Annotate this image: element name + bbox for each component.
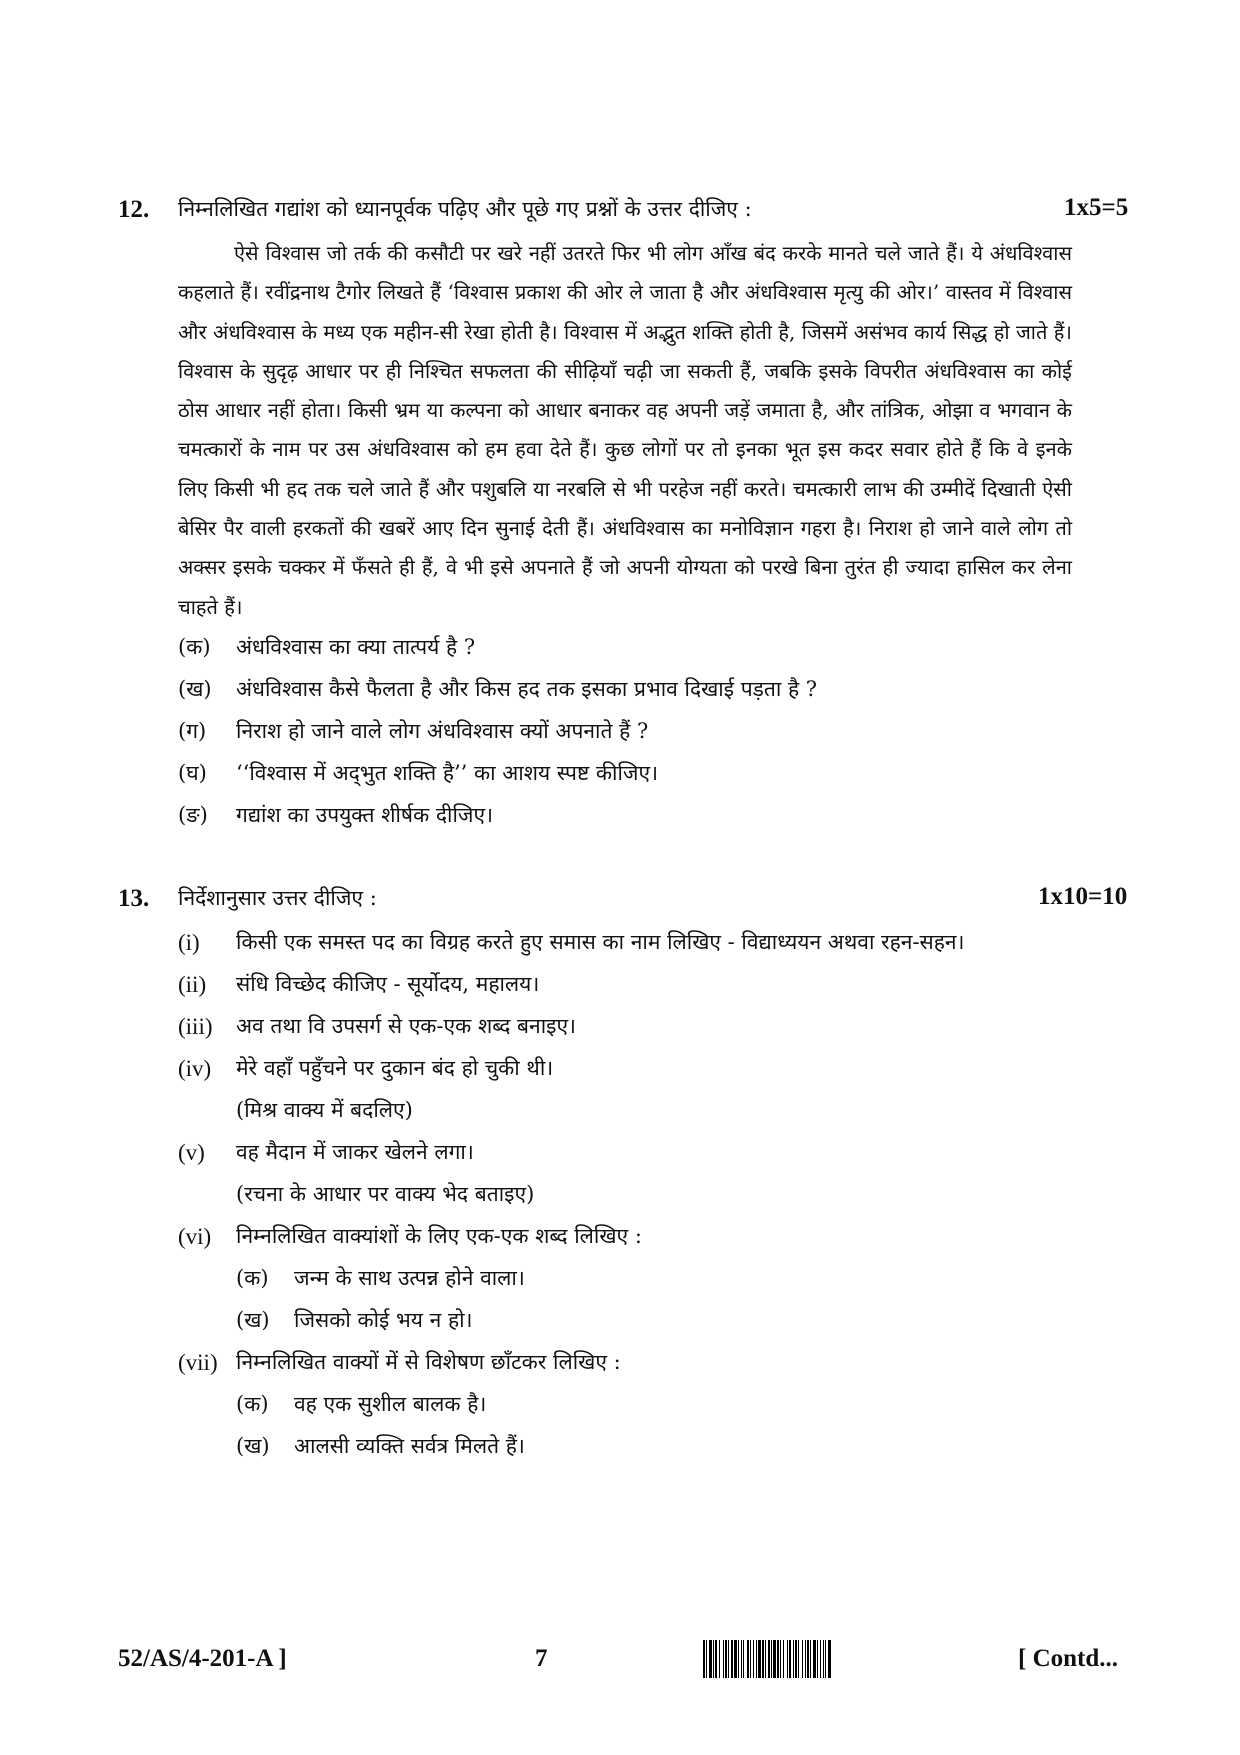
sub-item-label: (ख) <box>236 1308 270 1332</box>
question-13-instruction: निर्देशानुसार उत्तर दीजिए : <box>178 886 377 910</box>
question-number-13: 13. <box>118 885 150 912</box>
item-label: (iii) <box>178 1014 213 1039</box>
q12-option-text: गद्यांश का उपयुक्त शीर्षक दीजिए। <box>236 803 494 827</box>
sub-item-label: (ख) <box>236 1434 270 1458</box>
sub-item-text: जिसको कोई भय न हो। <box>294 1308 473 1332</box>
item-text: वह मैदान में जाकर खेलने लगा। <box>236 1140 474 1164</box>
item-text: किसी एक समस्त पद का विग्रह करते हुए समास का नाम लिखिए - विद्याध्ययन अथवा रहन-सहन। <box>236 930 965 954</box>
question-12-instruction: निम्नलिखित गद्यांश को ध्यानपूर्वक पढ़िए और पूछे गए प्रश्नों के उत्तर दीजिए : <box>178 197 752 221</box>
sub-item-text: आलसी व्यक्ति सर्वत्र मिलते हैं। <box>294 1434 525 1458</box>
item-text: अव तथा वि उपसर्ग से एक-एक शब्द बनाइए। <box>236 1014 577 1038</box>
item-note: (रचना के आधार पर वाक्य भेद बताइए) <box>236 1182 535 1206</box>
item-text: संधि विच्छेद कीजिए - सूर्योदय, महालय। <box>236 972 540 996</box>
q12-option-label: (ख) <box>178 677 212 701</box>
item-text: मेरे वहाँ पहुँचने पर दुकान बंद हो चुकी थी। <box>236 1056 554 1080</box>
item-text: निम्नलिखित वाक्यांशों के लिए एक-एक शब्द लिखिए : <box>236 1224 642 1248</box>
question-12-marks: 1x5=5 <box>1064 194 1129 221</box>
sub-item-label: (क) <box>236 1266 269 1290</box>
item-label: (v) <box>178 1140 205 1165</box>
item-note: (मिश्र वाक्य में बदलिए) <box>236 1098 413 1122</box>
sub-item-text: जन्म के साथ उत्पन्न होने वाला। <box>294 1266 525 1290</box>
paper-code: 52/AS/4-201-A ] <box>118 1645 287 1672</box>
item-text: निम्नलिखित वाक्यों में से विशेषण छाँटकर लिखिए : <box>236 1350 621 1374</box>
contd-label: [ Contd... <box>1018 1645 1119 1672</box>
question-number-12: 12. <box>118 196 150 223</box>
q12-option-label: (ग) <box>178 719 207 743</box>
sub-item-label: (क) <box>236 1392 269 1416</box>
barcode-image <box>703 1640 1006 1678</box>
q12-option-label: (क) <box>178 635 211 659</box>
item-label: (vi) <box>178 1224 212 1249</box>
page-number: 7 <box>535 1645 548 1672</box>
q12-option-text: अंधविश्वास कैसे फैलता है और किस हद तक इसका प्रभाव दिखाई पड़ता है ? <box>236 677 818 701</box>
passage: ऐसे विश्वास जो तर्क की कसौटी पर खरे नहीं उतरते फिर भी लोग आँख बंद करके मानते चले जाते हैं। ये अंधविश्वास कहलाते हैं। रवींद्रनाथ टैगोर लिखते हैं ‘विश्वास प्रकाश की ओर ले जाता है और अंधविश्वास मृत्यु की ओर।’ वास्तव में विश्वास और अंधविश्वास के मध्य एक महीन-सी रेखा होती है। विश्वास में अद्भुत शक्ति होती है, जिसमें असंभव कार्य सिद्ध हो जाते हैं। विश्वास के सुदृढ़ आधार पर ही निश्चित सफलता की सीढ़ियाँ चढ़ी जा सकती हैं, जबकि इसके विपरीत अंधविश्वास का कोई ठोस आधार नहीं होता। किसी भ्रम या कल्पना को आधार बनाकर वह अपनी जड़ें जमाता है, और तांत्रिक, ओझा व भगवान के चमत्कारों के नाम पर उस अंधविश्वास को हम हवा देते हैं। कुछ लोगों पर तो इनका भूत इस कदर सवार होते हैं कि वे इनके लिए किसी भी हद तक चले जाते हैं और पशुबलि या नरबलि से भी परहेज नहीं करते। चमत्कारी लाभ की उम्मीदें दिखाती ऐसी बेसिर पैर वाली हरकतों की खबरें आए दिन सुनाई देती हैं। अंधविश्वास का मनोविज्ञान गहरा है। निराश हो जाने वाले लोग तो अक्सर इसके चक्कर में फँसते ही हैं, वे भी इसे अपनाते हैं जो अपनी योग्यता को परखे बिना तुरंत ही ज्यादा हासिल कर लेना चाहते हैं। <box>178 241 1072 619</box>
question-13-marks: 1x10=10 <box>1038 883 1128 910</box>
q12-option-label: (घ) <box>178 761 207 785</box>
q12-option-text: निराश हो जाने वाले लोग अंधविश्वास क्यों अपनाते हैं ? <box>236 719 649 743</box>
item-label: (ii) <box>178 972 207 997</box>
item-label: (i) <box>178 930 200 955</box>
item-label: (vii) <box>178 1350 218 1375</box>
sub-item-text: वह एक सुशील बालक है। <box>294 1392 487 1416</box>
item-label: (iv) <box>178 1056 212 1081</box>
q12-option-text: अंधविश्वास का क्या तात्पर्य है ? <box>236 635 476 659</box>
q12-option-label: (ङ) <box>178 803 208 827</box>
q12-option-text: ‘‘विश्वास में अद्‌भुत शक्ति है’’ का आशय स्पष्ट कीजिए। <box>236 761 659 785</box>
